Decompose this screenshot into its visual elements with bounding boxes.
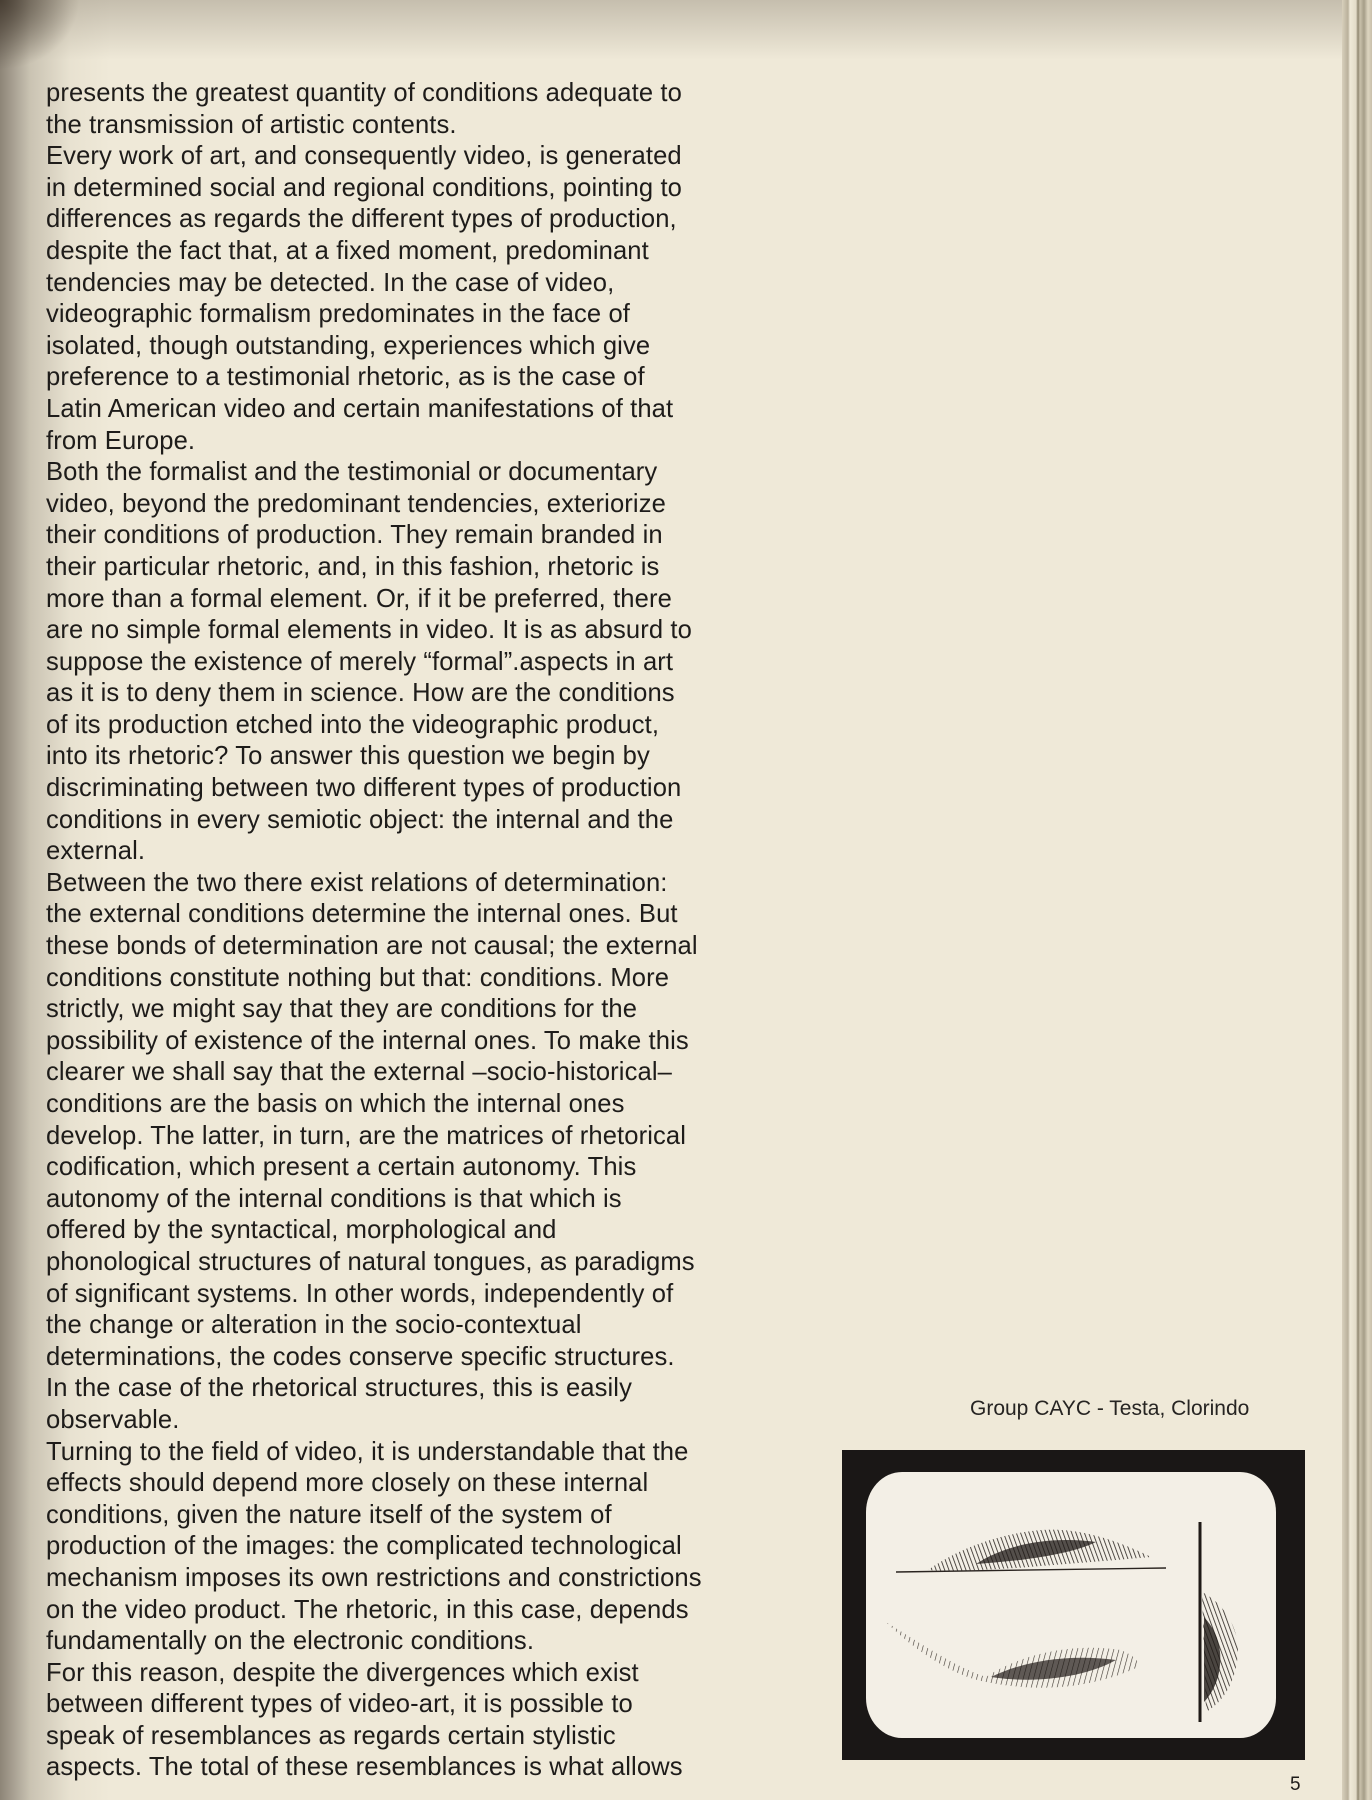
text-line: on the video product. The rhetoric, in this case, depends bbox=[46, 1595, 689, 1624]
text-line: mechanism imposes its own restrictions and constrictions bbox=[46, 1563, 702, 1592]
text-line: In the case of the rhetorical structures, this is easily bbox=[46, 1374, 632, 1403]
text-line: their particular rhetoric, and, in this fashion, rhetoric is bbox=[46, 552, 660, 581]
text-line: codification, which present a certain autonomy. This bbox=[46, 1153, 637, 1182]
ink-drawing bbox=[866, 1472, 1276, 1738]
text-line: Latin American video and certain manifestations of that bbox=[46, 394, 674, 423]
text-line: conditions constitute nothing but that: conditions. More bbox=[46, 963, 670, 992]
text-line: these bonds of determination are not causal; the external bbox=[46, 932, 698, 961]
book-spine-edge bbox=[1342, 0, 1372, 1800]
text-line: isolated, though outstanding, experiences which give bbox=[46, 331, 651, 360]
text-line: into its rhetoric? To answer this question we begin by bbox=[46, 742, 650, 771]
video-still-figure bbox=[842, 1450, 1305, 1760]
text-line: observable. bbox=[46, 1405, 180, 1434]
text-line: videographic formalism predominates in the face of bbox=[46, 300, 630, 329]
text-line: aspects. The total of these resemblances is what allows bbox=[46, 1753, 683, 1782]
text-line: clearer we shall say that the external –socio-historical– bbox=[46, 1058, 672, 1087]
text-line: develop. The latter, in turn, are the matrices of rhetorical bbox=[46, 1121, 687, 1150]
page-number: 5 bbox=[1290, 1774, 1301, 1795]
text-line: possibility of existence of the internal ones. To make this bbox=[46, 1026, 689, 1055]
text-line: conditions are the basis on which the internal ones bbox=[46, 1090, 625, 1118]
text-line: offered by the syntactical, morphological and bbox=[46, 1216, 557, 1245]
text-line: conditions, given the nature itself of the system of bbox=[46, 1500, 612, 1529]
text-line: speak of resemblances as regards certain stylistic bbox=[46, 1721, 616, 1750]
text-line: are no simple formal elements in video. It is as absurd to bbox=[46, 616, 692, 645]
text-line: phonological structures of natural tongues, as paradigms bbox=[46, 1247, 695, 1276]
text-line: autonomy of the internal conditions is that which is bbox=[46, 1184, 622, 1213]
text-line: video, beyond the predominant tendencies, exteriorize bbox=[46, 489, 666, 518]
text-line: despite the fact that, at a fixed moment, predominant bbox=[46, 236, 649, 265]
text-line: preference to a testimonial rhetoric, as is the case of bbox=[46, 363, 645, 392]
text-line: conditions in every semiotic object: the internal and the bbox=[46, 805, 674, 834]
text-line: more than a formal element. Or, if it be preferred, there bbox=[46, 584, 672, 613]
text-line: suppose the existence of merely “formal”.aspects in art bbox=[46, 647, 674, 676]
text-line: Every work of art, and consequently video, is generated bbox=[46, 142, 682, 171]
text-line: the change or alteration in the socio-contextual bbox=[46, 1311, 582, 1340]
text-line: in determined social and regional conditions, pointing to bbox=[46, 173, 682, 202]
text-line: determinations, the codes conserve specific structures. bbox=[46, 1342, 675, 1371]
text-line: Turning to the field of video, it is understandable that the bbox=[46, 1437, 689, 1466]
text-line: Both the formalist and the testimonial or documentary bbox=[46, 458, 658, 487]
text-line: between different types of video-art, it is possible to bbox=[46, 1690, 633, 1719]
page-corner-shadow bbox=[0, 0, 80, 70]
figure-caption: Group CAYC - Testa, Clorindo bbox=[970, 1397, 1250, 1420]
text-line: fundamentally on the electronic conditions. bbox=[46, 1627, 535, 1656]
tv-screen-image bbox=[866, 1472, 1276, 1738]
text-line: of its production etched into the videographic product, bbox=[46, 710, 660, 739]
text-line: differences as regards the different types of production, bbox=[46, 205, 677, 234]
text-line: of significant systems. In other words, independently of bbox=[46, 1279, 674, 1308]
text-line: the transmission of artistic contents. bbox=[46, 110, 457, 139]
text-line: Between the two there exist relations of determination: bbox=[46, 868, 668, 897]
text-line: discriminating between two different types of production bbox=[46, 774, 682, 803]
text-line: from Europe. bbox=[46, 426, 196, 455]
text-line: external. bbox=[46, 837, 146, 866]
text-line: tendencies may be detected. In the case of video, bbox=[46, 268, 615, 297]
article-body-text bbox=[46, 78, 806, 1784]
text-line: the external conditions determine the internal ones. But bbox=[46, 900, 678, 929]
text-line: production of the images: the complicated technological bbox=[46, 1532, 682, 1561]
text-line: presents the greatest quantity of conditions adequate to bbox=[46, 79, 682, 107]
text-line: their conditions of production. They remain branded in bbox=[46, 521, 663, 550]
text-line: For this reason, despite the divergences which exist bbox=[46, 1658, 639, 1687]
text-line: as it is to deny them in science. How are the conditions bbox=[46, 679, 675, 708]
text-line: strictly, we might say that they are conditions for the bbox=[46, 995, 638, 1024]
text-line: effects should depend more closely on these internal bbox=[46, 1469, 649, 1498]
